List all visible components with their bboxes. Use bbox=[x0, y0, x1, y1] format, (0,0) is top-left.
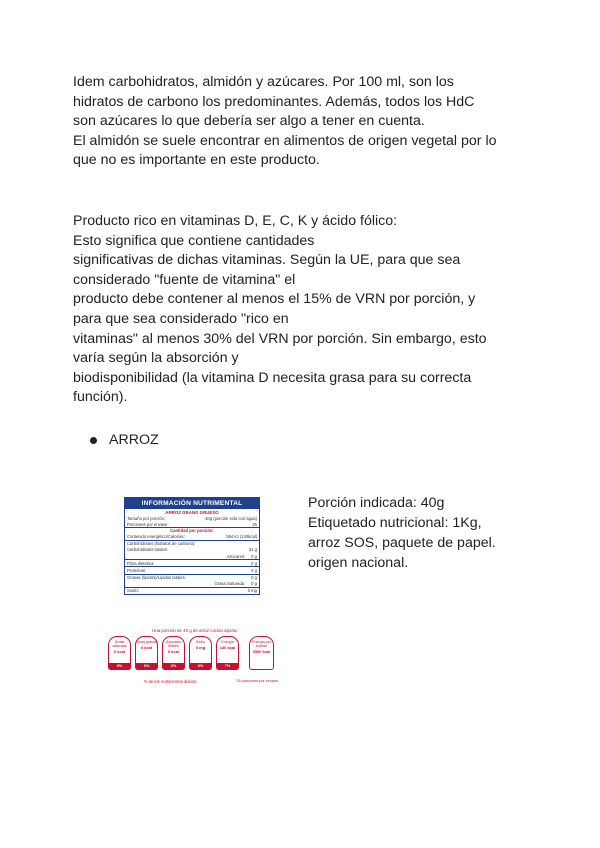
fop-note: 25 porciones por envase bbox=[236, 679, 278, 683]
text-line: El almidón se suele encontrar en alimentos de origen vegetal por lo bbox=[73, 132, 497, 149]
nutrition-row: Azúcares: 0 g bbox=[226, 553, 257, 559]
nutrition-row-protein: Proteínas: 3 g bbox=[127, 567, 257, 573]
text-line: Idem carbohidratos, almidón y azúcares. Por 100 ml, son los bbox=[73, 74, 454, 90]
paragraph-carbohydrates bbox=[73, 73, 543, 171]
text-line: significativas de dichas vitaminas. Según la UE, para que sea bbox=[73, 252, 461, 269]
fop-icon-energy-per-pack: Energía por envase 3500 kcal bbox=[249, 636, 274, 670]
fop-icon-saturated-fat: Grasa saturada 0 kcal 0% bbox=[108, 636, 131, 670]
portion-line: origen nacional. bbox=[308, 555, 409, 571]
nutrition-label bbox=[124, 497, 260, 595]
fop-icon-energy: Energía 140 kcal 7% bbox=[216, 636, 239, 670]
fop-caption: Una porción de 40 g de arroz cocido aporta: bbox=[152, 628, 238, 633]
nutrition-row: Grasas (lípidos)/Lípidos totales: 0 g bbox=[127, 575, 257, 581]
portion-line: arroz SOS, paquete de papel. bbox=[308, 535, 496, 551]
text-line: hidratos de carbono los predominantes. Además, todos los HdC bbox=[73, 93, 475, 110]
nutrition-row: Tamaño por porción: 40g (porción sola con agua) bbox=[127, 515, 257, 521]
nutrition-label-product: ARROZ GRANO GRUESO bbox=[165, 510, 219, 515]
nutrition-label-title: INFORMACIÓN NUTRIMENTAL bbox=[125, 498, 259, 509]
text-line: considerado "fuente de vitamina" el bbox=[73, 271, 296, 288]
portion-info bbox=[308, 493, 496, 573]
nutrition-row-energy: Contenido energético/Calorías: 594 kJ (140kcal) bbox=[127, 533, 257, 539]
bullet-dot-icon bbox=[90, 437, 97, 444]
text-line: producto debe contener al menos el 15% de VRN por porción, y bbox=[73, 291, 476, 308]
text-line: función). bbox=[73, 389, 128, 406]
nutrition-row-fiber: Fibra dietética: 0 g bbox=[127, 560, 257, 566]
text-line: Esto significa que contiene cantidades bbox=[73, 232, 315, 249]
fop-icon-other-fats: Otras grasas 0 kcal 0% bbox=[135, 636, 158, 670]
text-line: Producto rico en vitaminas D, E, C, K y ácido fólico: bbox=[73, 213, 398, 229]
text-line: para que sea considerado "rico en bbox=[73, 310, 289, 327]
nutrition-row: Carbohidratos (hidratos de carbono): bbox=[127, 541, 196, 547]
text-line: biodisponibilidad (la vitamina D necesita grasa para su correcta bbox=[73, 369, 472, 386]
text-line: vitaminas" al menos 30% del VRN por porción. Sin embargo, esto bbox=[73, 330, 487, 347]
paragraph-vitamins bbox=[73, 212, 543, 408]
nutrition-row: Grasa Saturada: 0 g bbox=[214, 581, 257, 587]
fop-icon-sodium: Sodio 0 mg 0% bbox=[189, 636, 212, 670]
portion-line: Etiquetado nutricional: 1Kg, bbox=[308, 515, 482, 531]
bullet-label: ARROZ bbox=[109, 432, 159, 448]
nutrition-per-portion: Cantidad por porción: bbox=[170, 528, 214, 534]
nutrition-row: Carbohidratos totales: 31 g bbox=[127, 547, 257, 553]
fop-footer: % de los nutrimentos diarios bbox=[143, 679, 197, 684]
front-of-pack-labels bbox=[108, 628, 282, 692]
fop-icon-sugars: Azúcares totales 0 kcal 0% bbox=[162, 636, 185, 670]
text-line: varía según la absorción y bbox=[73, 350, 239, 367]
text-line: son azúcares lo que debería ser algo a tener en cuenta. bbox=[73, 113, 425, 130]
bullet-item-arroz bbox=[90, 432, 159, 448]
nutrition-row: Porciones por envase: 25 bbox=[127, 521, 257, 527]
nutrition-row-sodium: Sodio: 0 mg bbox=[127, 588, 257, 594]
portion-line: Porción indicada: 40g bbox=[308, 495, 445, 511]
text-line: que no es importante en este producto. bbox=[73, 152, 320, 169]
